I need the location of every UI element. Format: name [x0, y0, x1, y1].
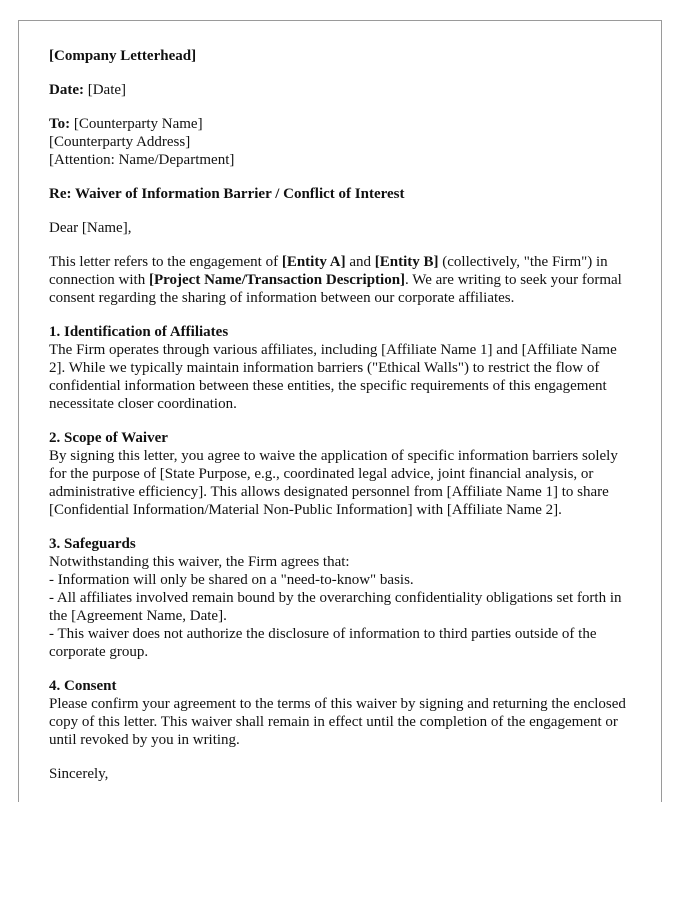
- safeguard-item: - This waiver does not authorize the disclosure of information to third parties outside of the corporate group.: [49, 626, 597, 660]
- letter-content: [19, 21, 661, 783]
- section-safeguards: [49, 535, 631, 661]
- recipient-address: [Counterparty Address]: [49, 134, 191, 150]
- recipient-name: [Counterparty Name]: [70, 116, 203, 132]
- section-consent: [49, 677, 631, 749]
- date-value: [Date]: [83, 82, 127, 98]
- section-heading: 4. Consent: [49, 678, 117, 694]
- section-body: The Firm operates through various affiliates, including [Affiliate Name 1] and [Affiliate Name 2]. While we typically maintain information barriers ("Ethical Walls") to restrict the flow of confidential information between these entities, the specific requirements of this engagement necessitate closer coordination.: [49, 342, 617, 412]
- salutation: Dear [Name],: [49, 220, 132, 236]
- date-label: Date:: [49, 82, 84, 98]
- letterhead: [Company Letterhead]: [49, 48, 197, 64]
- closing: Sincerely,: [49, 766, 109, 782]
- to-label: To:: [49, 116, 71, 132]
- section-heading: 2. Scope of Waiver: [49, 430, 168, 446]
- intro-paragraph: This letter refers to the engagement of [Entity A] and [Entity B] (collectively, "the Firm") in connection with [Project Name/Transaction Description]. We are writing to seek your formal consent regarding the sharing of information between our corporate affiliates.: [49, 254, 622, 306]
- project-name: [Project Name/Transaction Description]: [148, 272, 406, 288]
- entity-b: [Entity B]: [374, 254, 439, 270]
- section-scope: [49, 429, 631, 519]
- subject-line: Re: Waiver of Information Barrier / Conflict of Interest: [49, 186, 405, 202]
- recipient-block: [49, 115, 631, 169]
- section-heading: 1. Identification of Affiliates: [49, 324, 229, 340]
- safeguards-intro: Notwithstanding this waiver, the Firm agrees that:: [49, 554, 350, 570]
- section-heading: 3. Safeguards: [49, 536, 136, 552]
- safeguard-item: - All affiliates involved remain bound by the overarching confidentiality obligations set forth in the [Agreement Name, Date].: [49, 590, 622, 624]
- section-body: By signing this letter, you agree to waive the application of specific information barriers solely for the purpose of [State Purpose, e.g., coordinated legal advice, joint financial analysis, or administrative efficiency]. This allows designated personnel from [Affiliate Name 1] to share [Confidential Information/Material Non-Public Information] with [Affiliate Name 2].: [49, 448, 618, 518]
- safeguard-item: - Information will only be shared on a "need-to-know" basis.: [49, 572, 414, 588]
- entity-a: [Entity A]: [281, 254, 346, 270]
- date-line: [49, 81, 631, 99]
- section-body: Please confirm your agreement to the terms of this waiver by signing and returning the enclosed copy of this letter. This waiver shall remain in effect until the completion of the engagement or until revoked by you in writing.: [49, 696, 626, 748]
- recipient-attention: [Attention: Name/Department]: [49, 152, 235, 168]
- letter-page: [18, 20, 662, 802]
- section-affiliates: [49, 323, 631, 413]
